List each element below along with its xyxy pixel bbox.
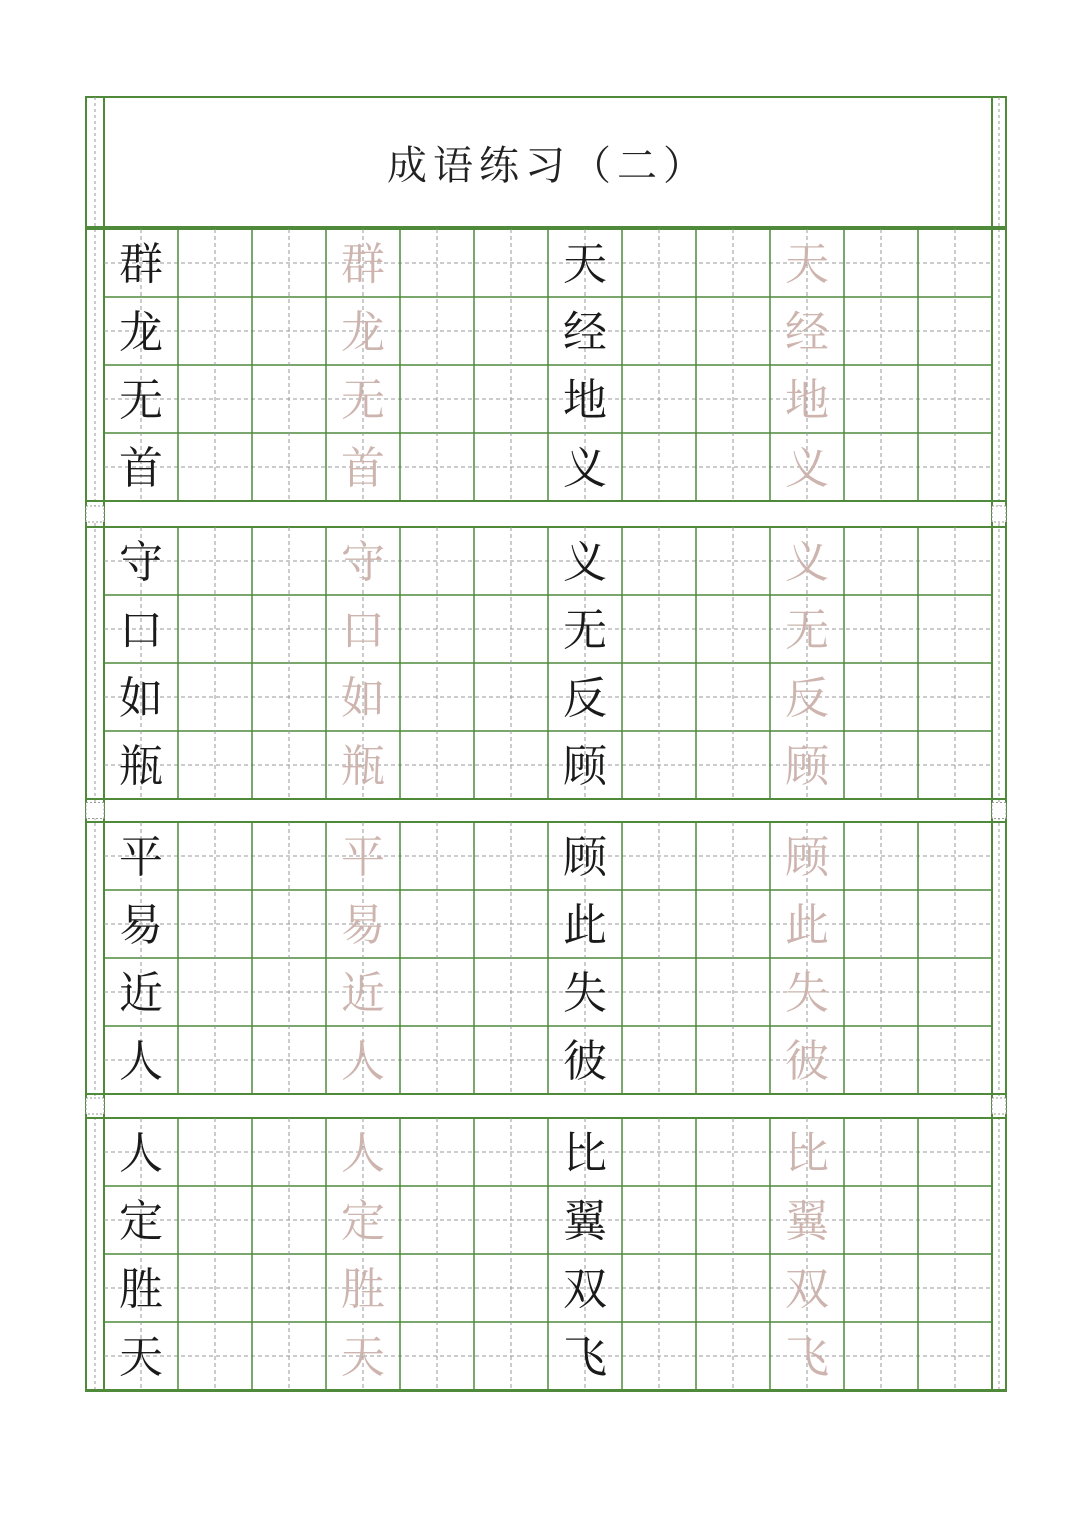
right-trace-char: 天 bbox=[785, 239, 829, 290]
left-trace-char: 易 bbox=[341, 900, 385, 951]
right-model-char: 彼 bbox=[563, 1036, 607, 1087]
left-trace-char: 天 bbox=[341, 1332, 385, 1383]
left-model-char: 定 bbox=[119, 1196, 163, 1247]
right-trace-char: 无 bbox=[785, 605, 829, 656]
left-trace-char: 定 bbox=[341, 1196, 385, 1247]
page-title: 成语练习（二） bbox=[387, 142, 709, 189]
right-trace-char: 彼 bbox=[785, 1036, 829, 1087]
right-model-char: 地 bbox=[563, 375, 607, 426]
right-model-char: 天 bbox=[563, 239, 607, 290]
right-trace-char: 地 bbox=[785, 375, 829, 426]
left-model-char: 胜 bbox=[119, 1264, 163, 1315]
right-trace-char: 反 bbox=[785, 673, 829, 724]
left-model-char: 如 bbox=[119, 673, 163, 724]
left-model-char: 天 bbox=[119, 1332, 163, 1383]
right-model-char: 翼 bbox=[563, 1196, 607, 1247]
right-model-char: 顾 bbox=[563, 832, 607, 883]
left-trace-char: 瓶 bbox=[341, 741, 385, 792]
left-trace-char: 胜 bbox=[341, 1264, 385, 1315]
left-trace-char: 人 bbox=[341, 1036, 385, 1087]
left-trace-char: 首 bbox=[341, 443, 385, 494]
right-model-char: 经 bbox=[563, 307, 607, 358]
left-trace-char: 近 bbox=[341, 968, 385, 1019]
right-model-char: 义 bbox=[563, 537, 607, 588]
right-trace-char: 比 bbox=[785, 1128, 829, 1179]
right-trace-char: 此 bbox=[785, 900, 829, 951]
right-trace-char: 双 bbox=[785, 1264, 829, 1315]
left-model-char: 群 bbox=[119, 239, 163, 290]
left-trace-char: 口 bbox=[341, 605, 385, 656]
left-trace-char: 平 bbox=[341, 832, 385, 883]
gap-mark-left bbox=[86, 1098, 104, 1114]
left-trace-char: 群 bbox=[341, 239, 385, 290]
left-trace-char: 守 bbox=[341, 537, 385, 588]
gap-mark-right bbox=[992, 803, 1006, 819]
left-trace-char: 如 bbox=[341, 673, 385, 724]
title-box bbox=[104, 97, 992, 227]
left-model-char: 近 bbox=[119, 968, 163, 1019]
right-trace-char: 经 bbox=[785, 307, 829, 358]
right-trace-char: 义 bbox=[785, 537, 829, 588]
left-model-char: 口 bbox=[119, 605, 163, 656]
left-trace-char: 无 bbox=[341, 375, 385, 426]
left-model-char: 无 bbox=[119, 375, 163, 426]
right-model-char: 此 bbox=[563, 900, 607, 951]
right-model-char: 无 bbox=[563, 605, 607, 656]
left-model-char: 瓶 bbox=[119, 741, 163, 792]
right-model-char: 比 bbox=[563, 1128, 607, 1179]
left-trace-char: 人 bbox=[341, 1128, 385, 1179]
left-model-char: 人 bbox=[119, 1036, 163, 1087]
gap-mark-right bbox=[992, 506, 1006, 522]
left-model-char: 人 bbox=[119, 1128, 163, 1179]
right-trace-char: 顾 bbox=[785, 741, 829, 792]
left-model-char: 平 bbox=[119, 832, 163, 883]
left-model-char: 首 bbox=[119, 443, 163, 494]
right-trace-char: 飞 bbox=[785, 1332, 829, 1383]
left-trace-char: 龙 bbox=[341, 307, 385, 358]
gap-mark-right bbox=[992, 1098, 1006, 1114]
right-model-char: 顾 bbox=[563, 741, 607, 792]
right-trace-char: 失 bbox=[785, 968, 829, 1019]
right-model-char: 反 bbox=[563, 673, 607, 724]
right-model-char: 双 bbox=[563, 1264, 607, 1315]
right-model-char: 义 bbox=[563, 443, 607, 494]
gap-mark-left bbox=[86, 803, 104, 819]
right-trace-char: 翼 bbox=[785, 1196, 829, 1247]
outer-frame bbox=[86, 97, 1006, 1391]
left-model-char: 易 bbox=[119, 900, 163, 951]
left-model-char: 龙 bbox=[119, 307, 163, 358]
left-model-char: 守 bbox=[119, 537, 163, 588]
right-model-char: 飞 bbox=[563, 1332, 607, 1383]
right-model-char: 失 bbox=[563, 968, 607, 1019]
right-trace-char: 义 bbox=[785, 443, 829, 494]
gap-mark-left bbox=[86, 506, 104, 522]
right-trace-char: 顾 bbox=[785, 832, 829, 883]
